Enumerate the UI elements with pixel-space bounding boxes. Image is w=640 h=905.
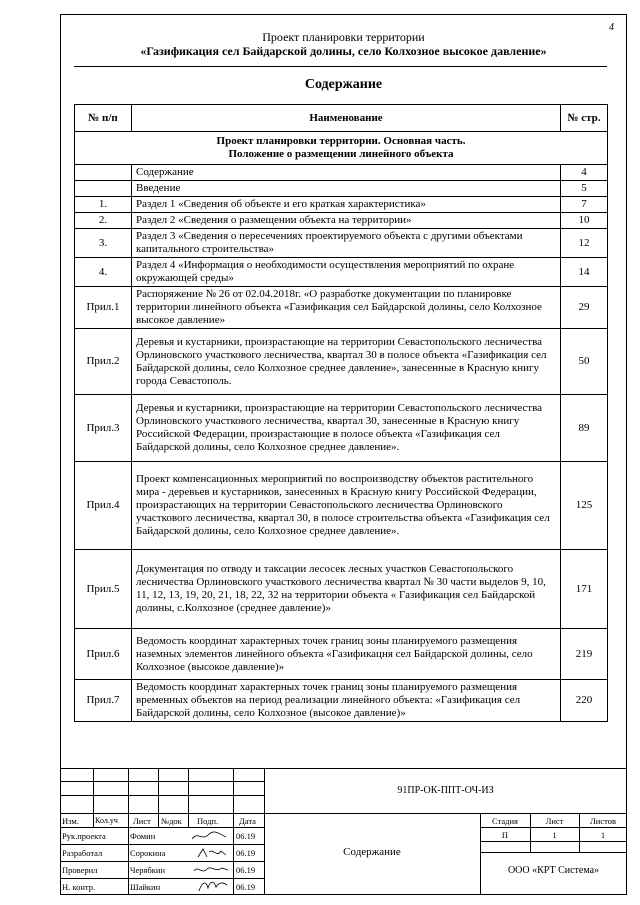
toc-table: [74, 104, 608, 722]
toc-row-number: Прил.2: [75, 329, 132, 395]
stamp-col-ndoc: №док: [161, 816, 182, 826]
toc-row-title: Деревья и кустарники, произрастающие на территории Севастопольского лесничества Орлиновского участкового лесничества, квартал 30 в полосе объекта «Газификация сел Байдарской долины, село Колхозное среднее давление», занесенные в Красную книгу города Севастополь.: [132, 329, 561, 395]
name-4: Шайкин: [130, 882, 161, 892]
sheets-value: 1: [600, 830, 606, 840]
toc-row-number: 4.: [75, 258, 132, 287]
stamp-title: Содержание: [343, 846, 401, 858]
toc-row: [75, 287, 608, 329]
sheet-label: Лист: [545, 816, 564, 826]
toc-row: [75, 629, 608, 680]
toc-row: [75, 258, 608, 287]
toc-row: [75, 213, 608, 229]
toc-row-title: Раздел 2 «Сведения о размещении объекта на территории»: [132, 213, 561, 229]
role-2: Разработал: [62, 848, 103, 858]
toc-row: [75, 197, 608, 213]
toc-row-page: 10: [561, 213, 608, 229]
toc-row: [75, 550, 608, 629]
toc-header-row: [75, 105, 608, 132]
toc-row-page: 14: [561, 258, 608, 287]
toc-row-page: 125: [561, 462, 608, 550]
toc-section-row: [75, 132, 608, 165]
signature-1: [190, 829, 230, 843]
toc-row-page: 171: [561, 550, 608, 629]
toc-row-title: Документация по отводу и таксации лесосек лесных участков Севастопольского лесничества Орлиновского участкового лесничества квартал № 30 части выделов 9, 10, 11, 12, 13, 19, 20, 21, 18, 22, 32 на территории объекта « Газификация сел Байдарской долины, с.Колхозное (среднее давление)»: [132, 550, 561, 629]
toc-row-title: Распоряжение № 26 от 02.04.2018г. «О разработке документации по планировке территории линейного объекта «Газификация сел Байдарской долины, село Колхозное высокое давление»: [132, 287, 561, 329]
col-header-number: № п/п: [75, 105, 132, 132]
toc-row-title: Ведомость координат характерных точек границ зоны планируемого размещения наземных элементов линейного объекта «Газификацня сел Байдарской долины, село Колхозное (высокое давление)»: [132, 629, 561, 680]
date-3: 06.19: [236, 865, 256, 875]
toc-row-title: Раздел 4 «Информация о необходимости осуществления мероприятий по охране окружающей среды»: [132, 258, 561, 287]
sheet-value: 1: [552, 830, 557, 840]
toc-row-number: 2.: [75, 213, 132, 229]
stamp-col-podp: Подп.: [197, 816, 219, 826]
toc-row-number: Прил.1: [75, 287, 132, 329]
company-name: ООО «КРТ Система»: [507, 865, 600, 876]
role-1: Рук.проекта: [62, 831, 106, 841]
title-block: [60, 768, 627, 895]
toc-row: [75, 680, 608, 722]
toc-row-title: Введение: [132, 181, 561, 197]
doc-code: 91ПР-ОК-ППТ-ОЧ-ИЗ: [397, 785, 494, 796]
toc-row-number: Прил.6: [75, 629, 132, 680]
toc-row-number: Прил.7: [75, 680, 132, 722]
toc-row-page: 220: [561, 680, 608, 722]
role-3: Проверил: [62, 865, 98, 875]
signature-4: [196, 878, 230, 894]
page-number: 4: [609, 22, 614, 33]
section-line-2: Положение о размещении линейного объекта: [228, 148, 454, 160]
toc-row-title: Содержание: [132, 165, 561, 181]
col-header-name: Наименование: [132, 105, 561, 132]
header-line-1: Проект планировки территории: [262, 30, 425, 44]
col-header-page: № стр.: [561, 105, 608, 132]
toc-row-page: 7: [561, 197, 608, 213]
toc-row-number: 3.: [75, 229, 132, 258]
toc-row: [75, 329, 608, 395]
toc-row-title: Ведомость координат характерных точек границ зоны планируемого размещения временных объектов на период реализации линейного объекта: «Газификация сел Байдарской долины, село Колхозное (высокое давление)»: [132, 680, 561, 722]
header-divider: [74, 66, 607, 67]
section-heading: [75, 132, 608, 165]
stage-label: Стадия: [492, 816, 518, 826]
name-1: Фомин: [130, 831, 156, 841]
toc-row-page: 29: [561, 287, 608, 329]
signature-3: [192, 863, 230, 877]
toc-row-title: Деревья и кустарники, произрастающие на территории Севастопольского лесничества Орлиновского участкового лесничества, квартал 30, занесенные в Красную книгу Российской Федерации, произрастающие в полосе объекта «Газификация сел Байдарской долины, село Колхозное среднее давление».: [132, 395, 561, 462]
toc-row-page: 5: [561, 181, 608, 197]
stamp-col-list: Лист: [133, 816, 151, 826]
section-line-1: Проект планировки территории. Основная часть.: [216, 135, 466, 147]
toc-row: [75, 181, 608, 197]
toc-row-title: Проект компенсационных мероприятий по воспроизводству объектов растительного мира - деревьев и кустарников, занесенных в Красную книгу Российской Федерации, произрастающих на территории Севастопольского лесничества Орлиновского участкового лесничества, квартал 30, в полосе строительства объекта «Газификация сел Байдарской долины, село Колхозное среднее давление».: [132, 462, 561, 550]
toc-row-page: 4: [561, 165, 608, 181]
stamp-col-izm: Изм.: [62, 816, 79, 826]
role-4: Н. контр.: [62, 882, 96, 892]
toc-row-page: 50: [561, 329, 608, 395]
toc-row-number: [75, 165, 132, 181]
toc-row-number: Прил.5: [75, 550, 132, 629]
toc-row-number: 1.: [75, 197, 132, 213]
name-3: Черябкин: [130, 865, 166, 875]
toc-title: Содержание: [304, 77, 383, 92]
toc-row: [75, 395, 608, 462]
toc-row: [75, 462, 608, 550]
toc-row-page: 12: [561, 229, 608, 258]
toc-row: [75, 165, 608, 181]
name-2: Сорокина: [130, 848, 166, 858]
date-2: 06.19: [236, 848, 256, 858]
sheets-label: Листов: [590, 816, 616, 826]
toc-row-number: Прил.3: [75, 395, 132, 462]
date-4: 06.19: [236, 882, 256, 892]
stamp-col-data: Дата: [239, 816, 256, 826]
stage-value: П: [501, 830, 509, 840]
toc-row-title: Раздел 1 «Сведения об объекте и его краткая характеристика»: [132, 197, 561, 213]
toc-row-number: Прил.4: [75, 462, 132, 550]
header-line-2: «Газификация сел Байдарской долины, село Колхозное высокое давление»: [140, 44, 547, 58]
toc-row-title: Раздел 3 «Сведения о пересечениях проектируемого объекта с другими объектами капитального строительства»: [132, 229, 561, 258]
toc-row: [75, 229, 608, 258]
stamp-col-kol: Кол.уч: [95, 816, 118, 825]
toc-row-page: 89: [561, 395, 608, 462]
signature-2: [195, 846, 229, 860]
toc-row-page: 219: [561, 629, 608, 680]
toc-row-number: [75, 181, 132, 197]
date-1: 06.19: [236, 831, 256, 841]
